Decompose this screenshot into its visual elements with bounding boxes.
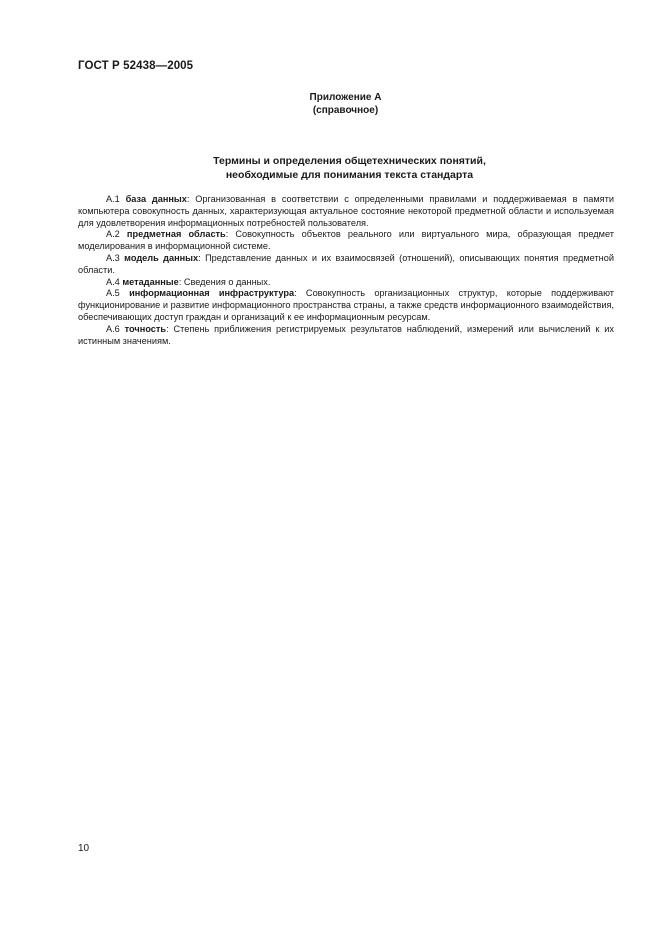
definition-term: метаданные [122,276,179,287]
section-title-line-2: необходимые для понимания текста стандарта [225,169,474,181]
definition-number: А.1 [106,194,120,204]
definition-text: Организованная в соответствии с определенными правилами и поддерживаемая в памяти компьютера совокупность данных, характеризующая актуальное состояние некоторой предметной области и используемая для удовлетворения информационных потребностей пользователя. [78,194,614,228]
appendix-note: (справочное) [312,105,379,116]
definitions-list [78,194,614,347]
definition-number: А.2 [106,229,120,240]
page-number: 10 [78,843,90,854]
definition-text: Совокупность объектов реального или виртуального мира, образующая предмет моделирования в информационной системе. [78,229,614,252]
document-code: ГОСТ Р 52438—2005 [78,60,194,72]
definition-number: А.5 [106,288,120,299]
definition-term: модель данных [124,252,199,263]
definition-number: А.3 [106,252,120,263]
definition-a1: А.1 база данных: Организованная в соответствии с определенными правилами и поддерживаемая в памяти компьютера совокупность данных, характеризующая актуальное состояние некоторой предметной области и используемая для удовлетворения информационных потребностей пользователя. [78,194,614,228]
definition-text: Совокупность организационных структур, которые поддерживают функционирование и развитие информационного пространства страны, а также средств информационного взаимодействия, обеспечивающих доступ граждан и организаций к ее информационным ресурсам. [78,288,614,322]
definition-term: точность [124,323,167,334]
definition-number: А.4 [106,276,120,287]
definition-text: Сведения о данных. [181,276,271,287]
definition-a6: А.6 точность: Степень приближения регистрируемых результатов наблюдений, измерений или вычислений к их истинным значениям. [78,323,614,346]
definition-a4: А.4 метаданные: Сведения о данных. [106,276,271,287]
definition-a5: А.5 информационная инфраструктура: Совокупность организационных структур, которые поддерживают функционирование и развитие информационного пространства страны, а также средств информационного взаимодействия, обеспечивающих доступ граждан и организаций к ее информационным ресурсам. [78,288,614,322]
definition-text: Представление данных и их взаимосвязей (отношений), описывающих понятия предметной области. [78,252,614,275]
definition-number: А.6 [106,323,120,334]
definition-term: информационная инфраструктура [129,288,295,299]
definition-a2: А.2 предметная область: Совокупность объектов реального или виртуального мира, образующая предмет моделирования в информационной системе. [78,229,614,252]
section-title-line-1: Термины и определения общетехнических понятий, [213,155,486,167]
definition-term: предметная область [126,229,226,240]
definition-text: Степень приближения регистрируемых результатов наблюдений, измерений или вычислений к их истинным значениям. [78,323,614,346]
definition-a3: А.3 модель данных: Представление данных и их взаимосвязей (отношений), описывающих понятия предметной области. [78,252,614,275]
definition-term: база данных [125,194,187,204]
appendix-title: Приложение А [309,92,382,103]
